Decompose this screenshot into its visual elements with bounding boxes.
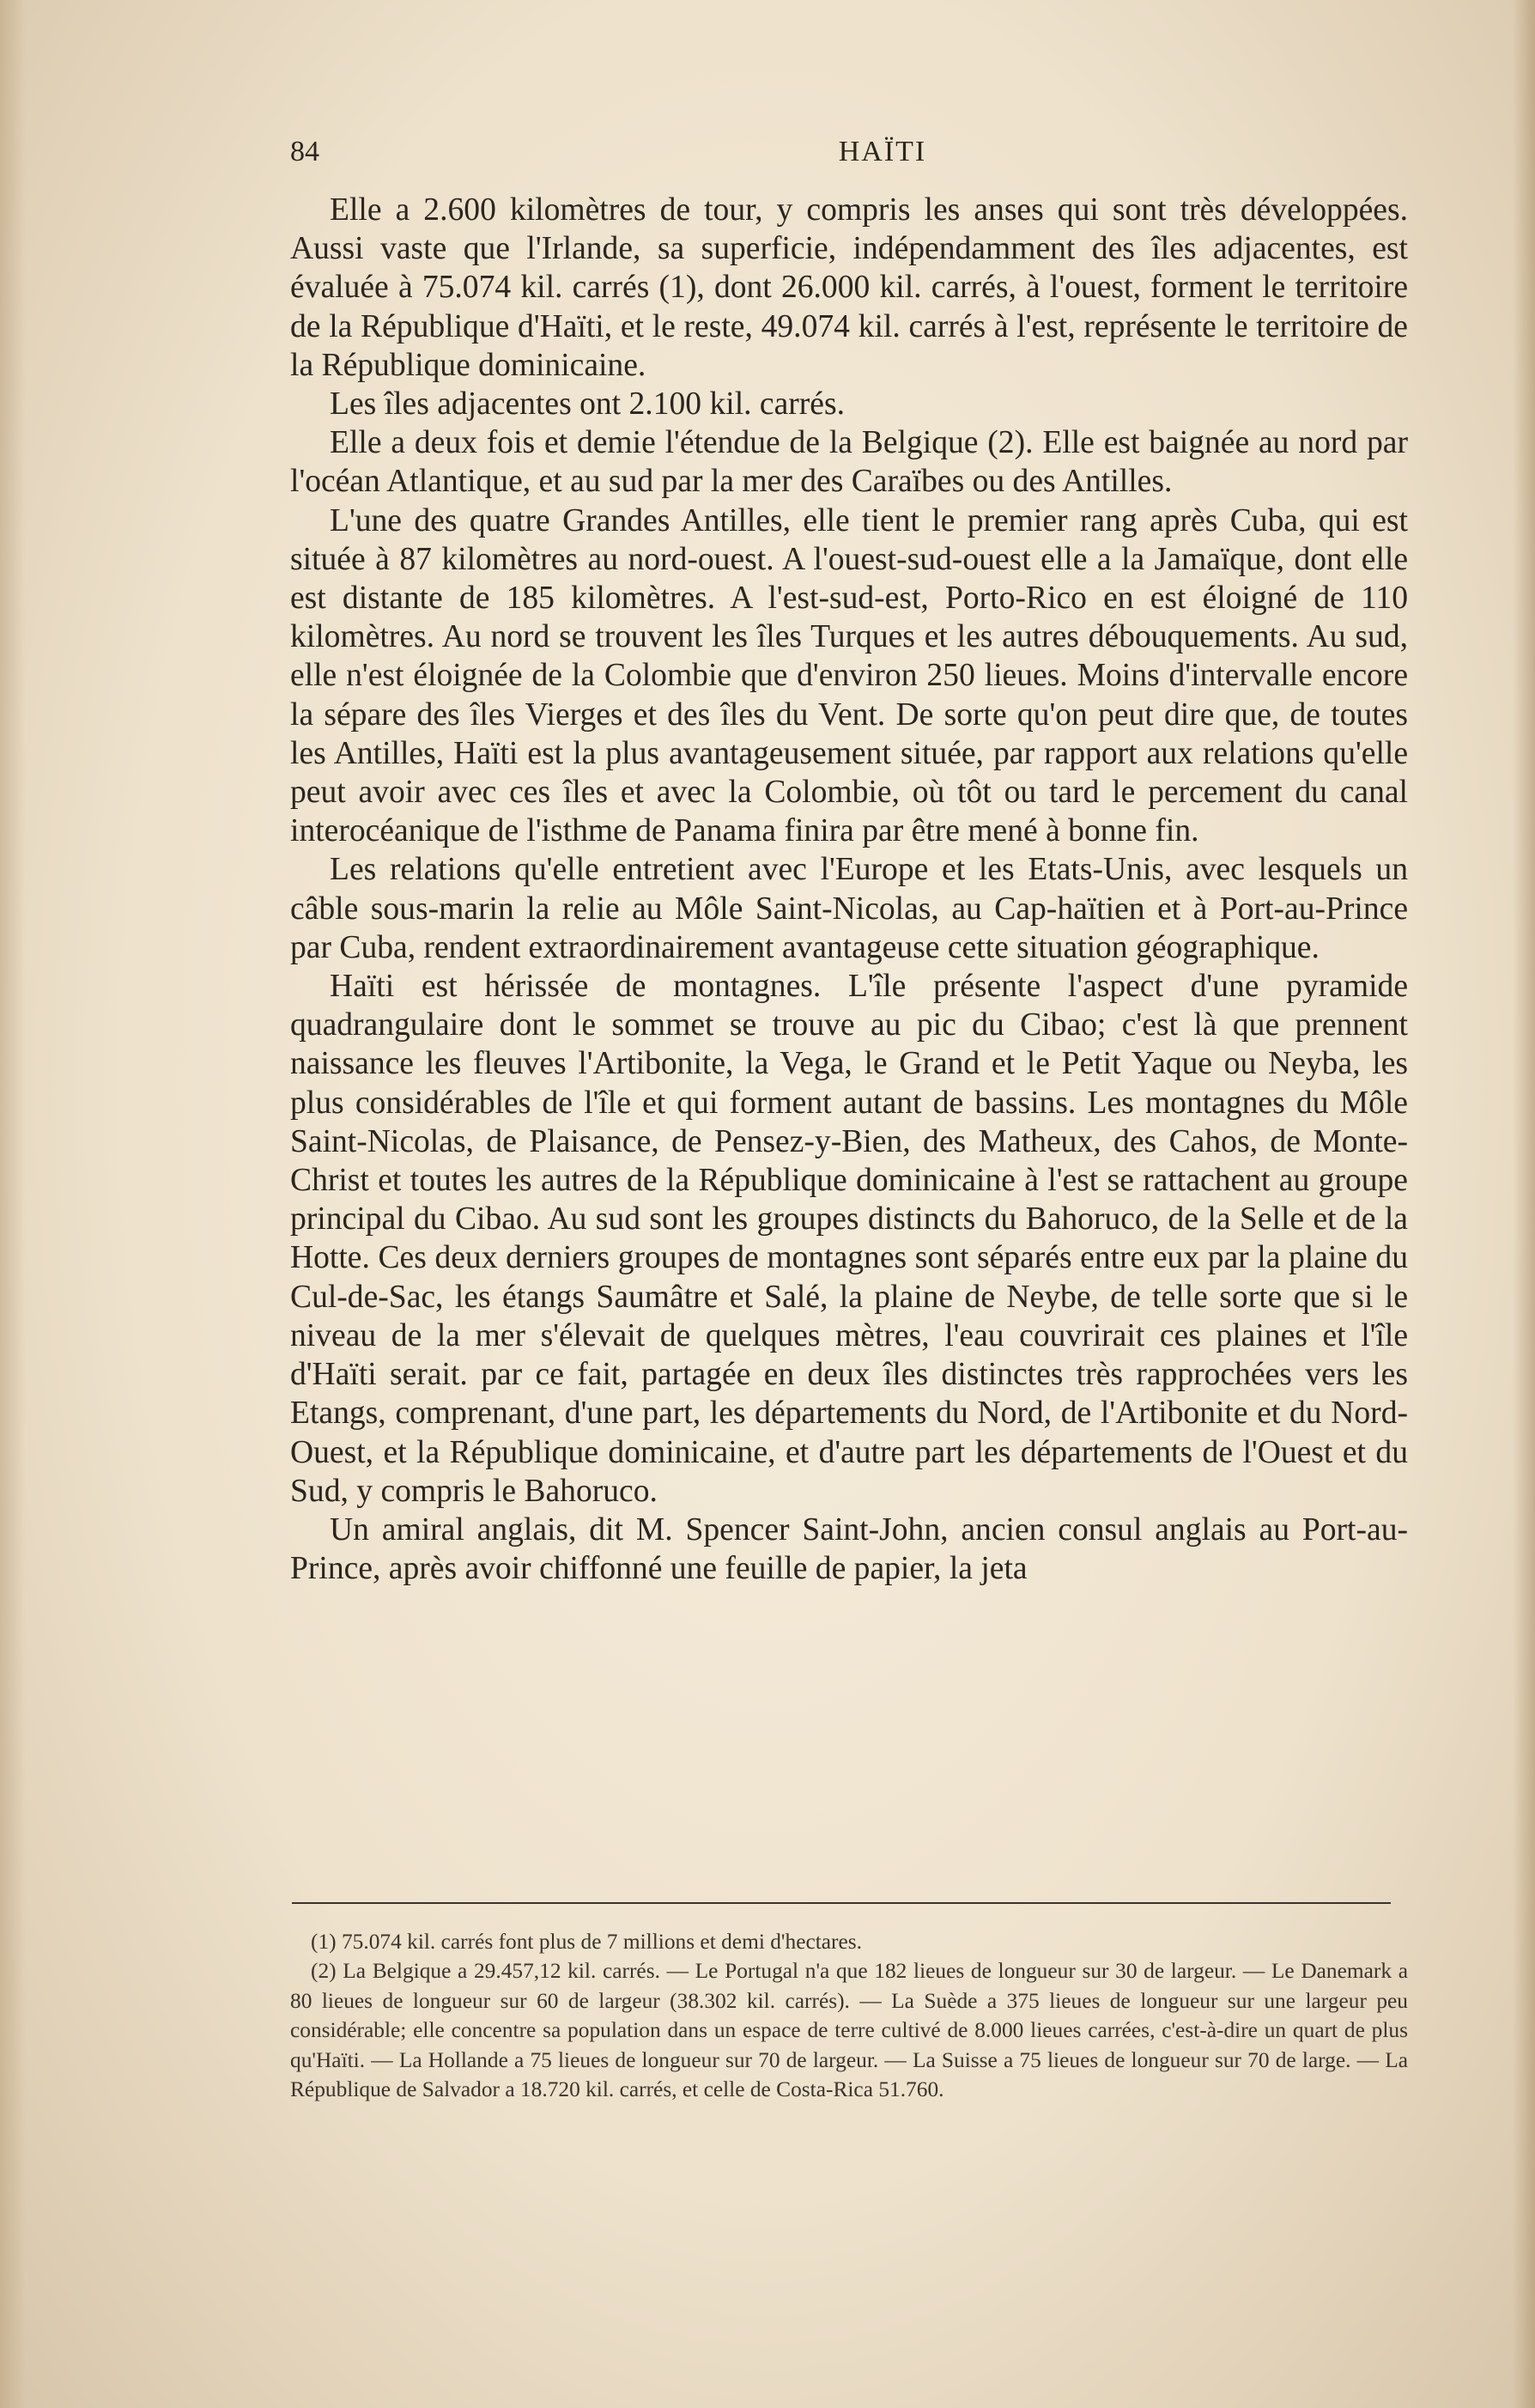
- page-right-edge-shadow: [1513, 0, 1535, 2408]
- footnote: (1) 75.074 kil. carrés font plus de 7 millions et demi d'hectares.: [311, 1930, 863, 1954]
- paragraph: Haïti est hérissée de montagnes. L'île présente l'aspect d'une pyramide quadrangulaire dont le sommet se trouve au pic du Cibao; c'est là que prennent naissance les fleuves l'Artibonite, la Vega, le Grand et le Petit Yaque ou Neyba, les plus considérables de l'île et qui forment autant de bassins. Les montagnes du Môle Saint-Nicolas, de Plaisance, de Pensez-y-Bien, des Matheux, des Cahos, de Monte-Christ et toutes les autres de la République dominicaine à l'est se rattachent au groupe principal du Cibao. Au sud sont les groupes distincts du Bahoruco, de la Selle et de la Hotte. Ces deux derniers groupes de montagnes sont séparés entre eux par la plaine du Cul-de-Sac, les étangs Saumâtre et Salé, la plaine de Neybe, de telle sorte que si le niveau de la mer s'élevait de quelques mètres, l'eau couvrirait ces plaines et l'île d'Haïti serait. par ce fait, partagée en deux îles distinctes très rapprochées vers les Etangs, comprenant, d'une part, les départements du Nord, de l'Artibonite et du Nord-Ouest, et la République dominicaine, et d'autre part les départements de l'Ouest et du Sud, y compris le Bahoruco.: [290, 969, 1408, 1509]
- paragraph: Les relations qu'elle entretient avec l'Europe et les Etats-Unis, avec lesquels un câble sous-marin la relie au Môle Saint-Nicolas, au Cap-haïtien et à Port-au-Prince par Cuba, rendent extraordinairement avantageuse cette situation géographique.: [290, 852, 1408, 965]
- paragraph: Elle a deux fois et demie l'étendue de la Belgique (2). Elle est baignée au nord par l'océan Atlantique, et au sud par la mer des Caraïbes ou des Antilles.: [290, 425, 1408, 500]
- paragraph: Elle a 2.600 kilomètres de tour, y compris les anses qui sont très développées. Aussi vaste que l'Irlande, sa superficie, indépendamment des îles adjacentes, est évaluée à 75.074 kil. carrés (1), dont 26.000 kil. carrés, à l'ouest, forment le territoire de la République d'Haïti, et le reste, 49.074 kil. carrés à l'est, représente le territoire de la République dominicaine.: [290, 192, 1408, 383]
- paragraph: Les îles adjacentes ont 2.100 kil. carrés.: [330, 386, 846, 423]
- paragraph: Un amiral anglais, dit M. Spencer Saint-John, ancien consul anglais au Port-au-Prince, après avoir chiffonné une feuille de papier, la jeta: [290, 1511, 1408, 1587]
- page-number: 84: [290, 136, 319, 167]
- main-text: [290, 191, 1408, 1588]
- footnotes: [290, 1927, 1408, 2104]
- running-title: HAÏTI: [838, 136, 927, 167]
- footnote: (2) La Belgique a 29.457,12 kil. carrés. — Le Portugal n'a que 182 lieues de longueur sur 30 de largeur. — Le Danemark a 80 lieues de longueur sur 60 de largeur (38.302 kil. carrés). — La Suède a 375 lieues de longueur sur une largeur peu considérable; elle concentre sa population dans un espace de terre cultivé de 8.000 lieues carrées, c'est-à-dire un quart de plus qu'Haïti. — La Hollande a 75 lieues de longueur sur 70 de largeur. — La Suisse a 75 lieues de longueur sur 70 de large. — La République de Salvador a 18.720 kil. carrés, et celle de Costa-Rica 51.760.: [290, 1959, 1408, 2102]
- paragraph: L'une des quatre Grandes Antilles, elle tient le premier rang après Cuba, qui est située à 87 kilomètres au nord-ouest. A l'ouest-sud-ouest elle a la Jamaïque, dont elle est distante de 185 kilomètres. A l'est-sud-est, Porto-Rico en est éloigné de 110 kilomètres. Au nord se trouvent les îles Turques et les autres débouquements. Au sud, elle n'est éloignée de la Colombie que d'environ 250 lieues. Moins d'intervalle encore la sépare des îles Vierges et des îles du Vent. De sorte qu'on peut dire que, de toutes les Antilles, Haïti est la plus avantageusement située, par rapport aux relations qu'elle peut avoir avec ces îles et avec la Colombie, où tôt ou tard le percement du canal interocéanique de l'isthme de Panama finira par être mené à bonne fin.: [290, 502, 1408, 849]
- page-header: [290, 136, 1406, 184]
- footnote-separator: [292, 1902, 1391, 1904]
- page-left-edge-shadow: [0, 0, 26, 2408]
